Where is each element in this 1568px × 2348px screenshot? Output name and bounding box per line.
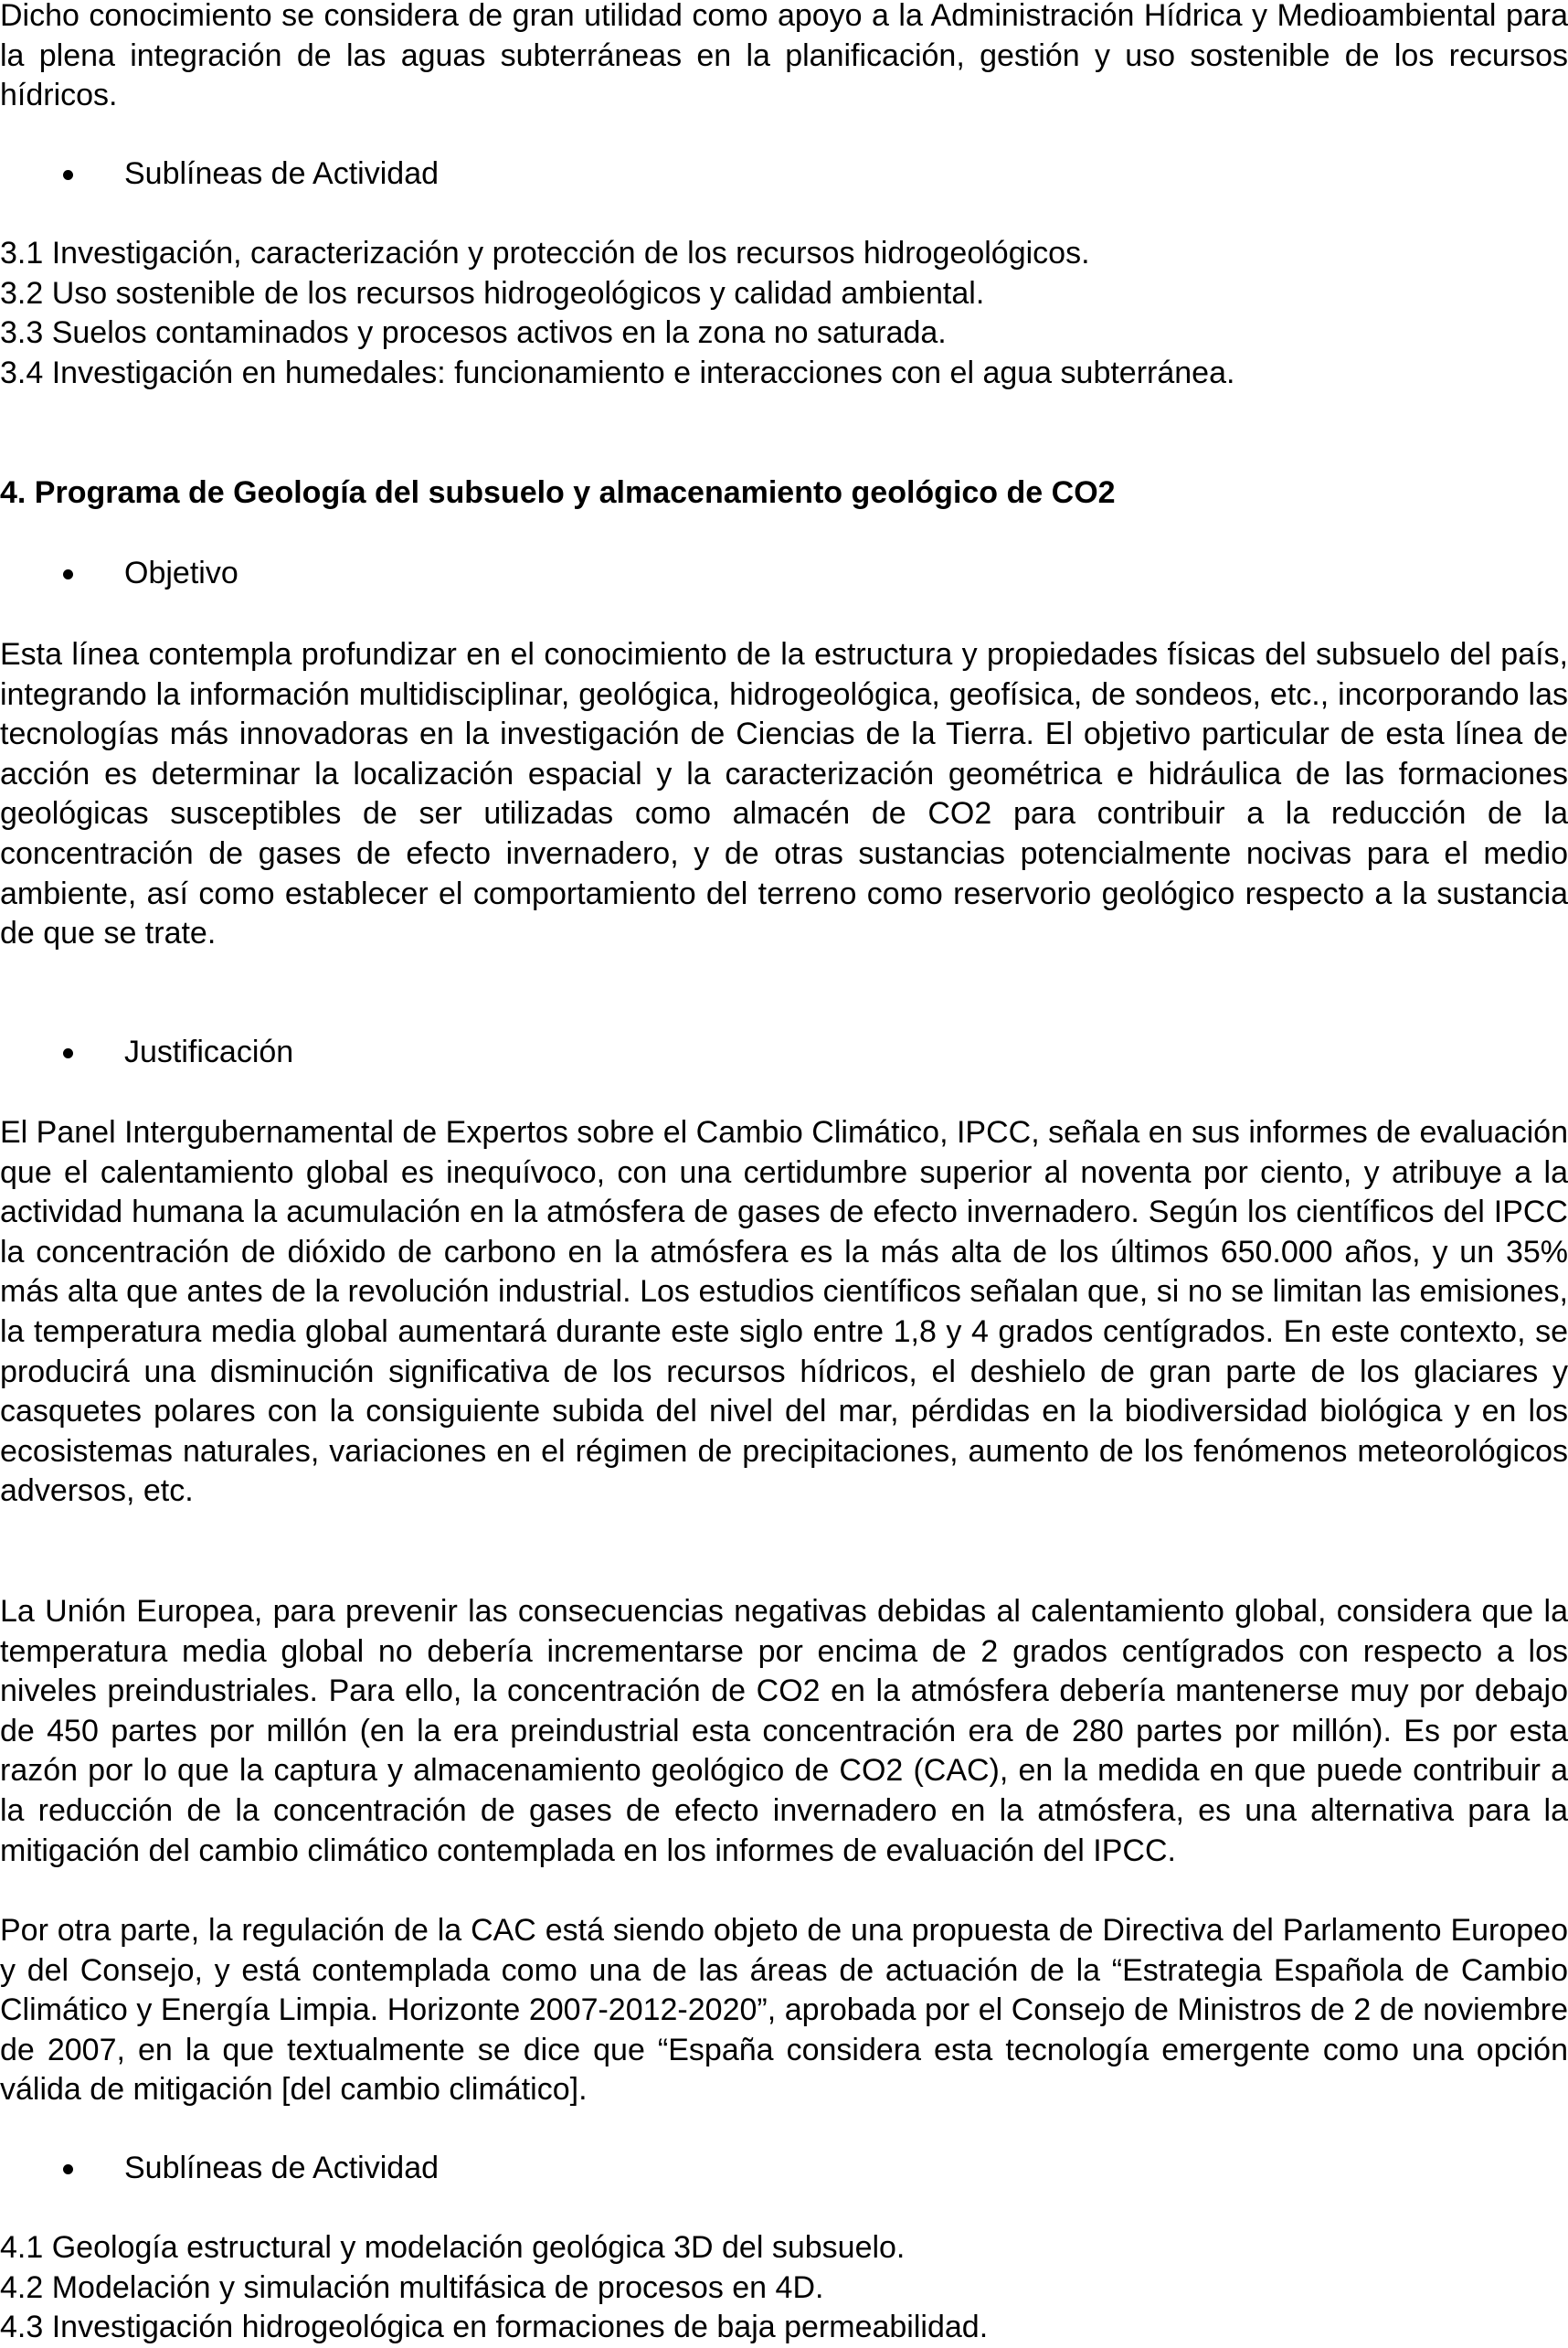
intro-paragraph: Dicho conocimiento se considera de gran utilidad como apoyo a la Administración Hídrica y Medioambiental para la plena integración de las aguas subterráneas en la planificación, gestión y uso sostenible de los recursos hídricos. (0, 0, 1568, 113)
sublineas-label: Sublíneas de Actividad (124, 2151, 440, 2185)
bullet-icon (63, 569, 73, 579)
list-item: 4.2 Modelación y simulación multifásica de procesos en 4D. (0, 2269, 824, 2305)
list-item: 4.1 Geología estructural y modelación geológica 3D del subsuelo. (0, 2230, 906, 2265)
objetivo-label: Objetivo (124, 556, 238, 590)
objetivo-paragraph: Esta línea contempla profundizar en el conocimiento de la estructura y propiedades físicas del subsuelo del país, integrando la información multidisciplinar, geológica, hidrogeológica, geofísica, de sondeos, etc., incorporando las tecnologías más innovadoras en la investigación de Ciencias de la Tierra. El objetivo particular de esta línea de acción es determinar la localización espacial y la caracterización geométrica e hidráulica de las formaciones geológicas susceptibles de ser utilizadas como almacén de CO2 para contribuir a la reducción de la concentración de gases de efecto invernadero, y de otras sustancias potencialmente nocivas para el medio ambiente, así como establecer el comportamiento del terreno como reservorio geológico respecto a la sustancia de que se trate. (0, 637, 1568, 951)
justificacion-label: Justificación (124, 1035, 294, 1069)
list-item: 4.3 Investigación hidrogeológica en formaciones de baja permeabilidad. (0, 2310, 989, 2345)
sublineas-label: Sublíneas de Actividad (124, 156, 440, 191)
list-item: 3.2 Uso sostenible de los recursos hidrogeológicos y calidad ambiental. (0, 275, 985, 311)
sublineas-list-3 (0, 234, 1568, 393)
justificacion-paragraph-1: El Panel Intergubernamental de Expertos sobre el Cambio Climático, IPCC, señala en sus informes de evaluación que el calentamiento global es inequívoco, con una certidumbre superior al noventa por ciento, y atribuye a la actividad humana la acumulación en la atmósfera de gases de efecto invernadero. Según los científicos del IPCC la concentración de dióxido de carbono en la atmósfera es la más alta de los últimos 650.000 años, y un 35% más alta que antes de la revolución industrial. Los estudios científicos señalan que, si no se limitan las emisiones, la temperatura media global aumentará durante este siglo entre 1,8 y 4 grados centígrados. En este contexto, se producirá una disminución significativa de los recursos hídricos, el deshielo de gran parte de los glaciares y casquetes polares con la consiguiente subida del nivel del mar, pérdidas en la biodiversidad biológica y en los ecosistemas naturales, variaciones en el régimen de precipitaciones, aumento de los fenómenos meteorológicos adversos, etc. (0, 1115, 1568, 1509)
list-item: 3.1 Investigación, caracterización y protección de los recursos hidrogeológicos. (0, 236, 1090, 271)
justificacion-paragraph-3: Por otra parte, la regulación de la CAC está siendo objeto de una propuesta de Directiva del Parlamento Europeo y del Consejo, y está contemplada como una de las áreas de actuación de la “Estrategia Española de Cambio Climático y Energía Limpia. Horizonte 2007-2012-2020”, aprobada por el Consejo de Ministros de 2 de noviembre de 2007, en la que textualmente se dice que “España considera esta tecnología emergente como una opción válida de mitigación [del cambio climático]. (0, 1913, 1568, 2108)
bullet-icon (63, 2164, 73, 2174)
list-item: 3.4 Investigación en humedales: funcionamiento e interacciones con el agua subterránea. (0, 355, 1235, 390)
section-heading: 4. Programa de Geología del subsuelo y almacenamiento geológico de CO2 (0, 475, 1116, 510)
bullet-icon (63, 170, 73, 180)
bullet-icon (63, 1048, 73, 1058)
justificacion-paragraph-2: La Unión Europea, para prevenir las consecuencias negativas debidas al calentamiento global, considera que la temperatura media global no debería incrementarse por encima de 2 grados centígrados con respecto a los niveles preindustriales. Para ello, la concentración de CO2 en la atmósfera debería mantenerse muy por debajo de 450 partes por millón (en la era preindustrial esta concentración era de 280 partes por millón). Es por esta razón por lo que la captura y almacenamiento geológico de CO2 (CAC), en la medida en que puede contribuir a la reducción de la concentración de gases de efecto invernadero en la atmósfera, es una alternativa para la mitigación del cambio climático contemplada en los informes de evaluación del IPCC. (0, 1594, 1568, 1868)
sublineas-list-4 (0, 2228, 1568, 2348)
list-item: 3.3 Suelos contaminados y procesos activos en la zona no saturada. (0, 315, 947, 351)
